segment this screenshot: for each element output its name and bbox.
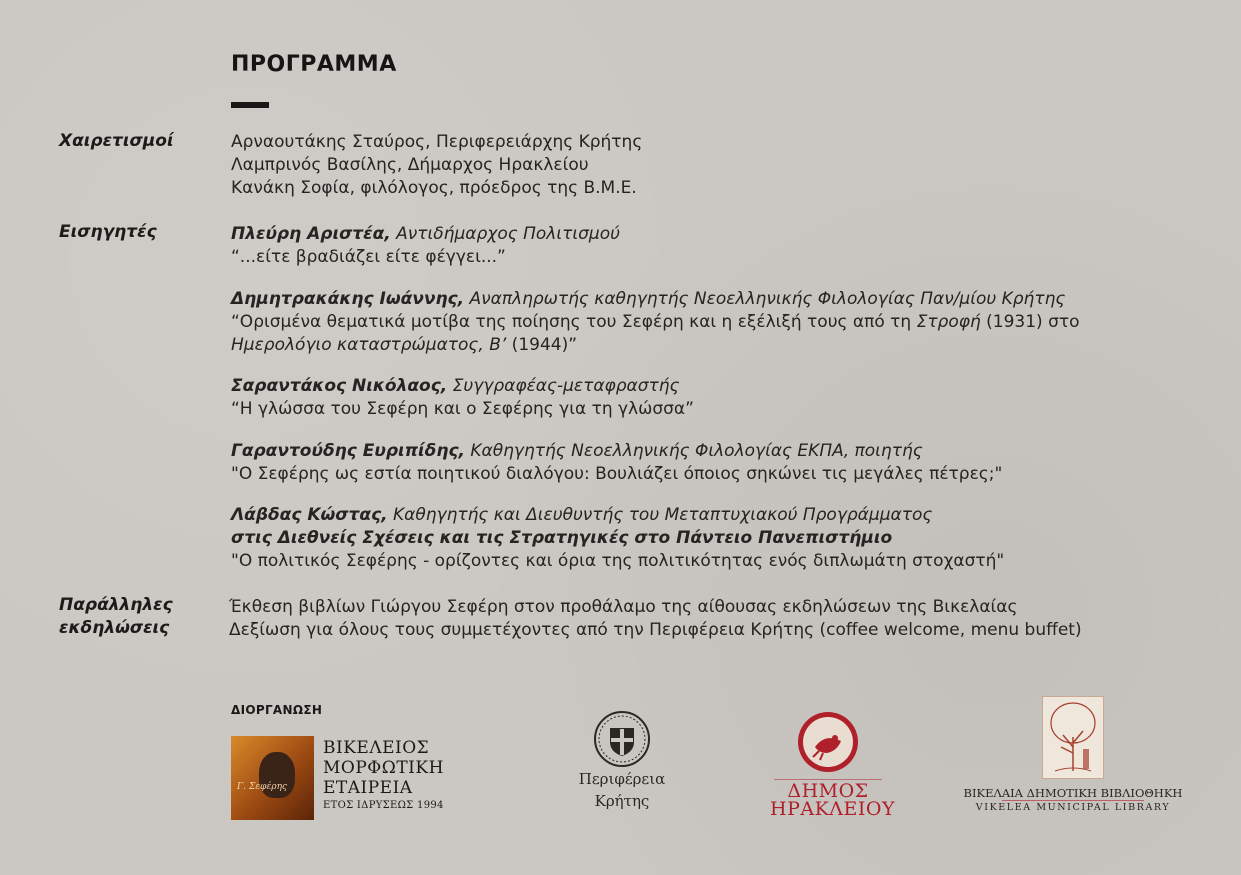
organizers-label: ΔΙΟΡΓΑΝΩΣΗ (231, 703, 323, 717)
speaker-role: Αντιδήμαρχος Πολιτισμού (396, 224, 620, 244)
greetings-list (231, 131, 1191, 200)
library-name: ΒΙΚΕΛΑΙΑ ΔΗΜΟΤΙΚΗ ΒΙΒΛΙΟΘΗΚΗ (963, 786, 1183, 800)
vme-name-line: ΕΤΑΙΡΕΙΑ (323, 778, 413, 798)
heraklion-seal-icon (797, 711, 859, 773)
vme-name-line: ΒΙΚΕΛΕΙΟΣ (323, 738, 430, 758)
speaker-name: Σαραντάκος Νικόλαος, (231, 376, 448, 396)
speaker-name: Δημητρακάκης Ιωάννης, (231, 289, 465, 309)
speakers-label: Εισηγητές (59, 222, 157, 242)
parallel-events-label: Παράλληλες εκδηλώσεις (59, 595, 173, 638)
speaker-role: Συγγραφέας-μεταφραστής (452, 376, 680, 396)
greeting-line: Αρναουτάκης Σταύρος, Περιφερειάρχης Κρήτης (231, 132, 643, 152)
speaker-name: Γαραντούδης Ευριπίδης, (231, 441, 465, 461)
region-name: Περιφέρεια (578, 770, 666, 788)
talk-title: “Ορισμένα θεματικά μοτίβα της ποίησης του Σεφέρη και η εξέλιξή τους από τη Στροφή (1931) στο (231, 312, 1080, 332)
greek-emblem-icon (593, 710, 651, 768)
heraklion-municipality-logo (770, 708, 895, 820)
municipality-name: ΗΡΑΚΛΕΙΟΥ (770, 798, 895, 820)
speaker-name: Λάβδας Κώστας, (231, 505, 388, 525)
speaker-entry (231, 223, 1191, 269)
parallel-event-line: Έκθεση βιβλίων Γιώργου Σεφέρη στον προθάλαμο της αίθουσας εκδηλώσεων της Βικελαίας (229, 597, 1018, 617)
parallel-event-line: Δεξίωση για όλους τους συμμετέχοντες από την Περιφέρεια Κρήτης (coffee welcome, menu buffet) (229, 620, 1082, 640)
vme-founded: ΕΤΟΣ ΙΔΡΥΣΕΩΣ 1994 (323, 800, 444, 811)
speaker-entry (231, 288, 1191, 357)
title-underline (231, 102, 269, 108)
speaker-role: Καθηγητής και Διευθυντής του Μεταπτυχιακού Προγράμματος (393, 505, 933, 525)
library-name-en: VIKELEA MUNICIPAL LIBRARY (975, 802, 1171, 813)
parallel-events-list (229, 596, 1189, 642)
region-crete-logo (572, 710, 672, 820)
library-rule (1002, 800, 1144, 801)
talk-title: “Η γλώσσα του Σεφέρη και ο Σεφέρης για τη γλώσσα” (231, 399, 694, 419)
page-title: ΠΡΟΓΡΑΜΜΑ (231, 52, 397, 77)
speaker-entry (231, 375, 1191, 421)
speaker-entry (231, 504, 1191, 573)
tree-engraving-icon (1042, 696, 1104, 779)
speaker-name: Πλεύρη Αριστέα, (231, 224, 391, 244)
greeting-line: Λαμπρινός Βασίλης, Δήμαρχος Ηρακλείου (231, 155, 589, 175)
talk-title: “...είτε βραδιάζει είτε φέγγει...” (231, 247, 506, 267)
greetings-label: Χαιρετισμοί (59, 131, 174, 151)
vme-logo (231, 736, 471, 822)
seferis-portrait-icon: Γ. Σεφέρης (231, 736, 314, 820)
talk-title-cont: Ημερολόγιο καταστρώματος, Β’ (1944)” (231, 335, 578, 355)
speaker-role-cont: στις Διεθνείς Σχέσεις και τις Στρατηγικές στο Πάντειο Πανεπιστήμιο (231, 528, 893, 548)
speaker-role: Αναπληρωτής καθηγητής Νεοελληνικής Φιλολογίας Παν/μίου Κρήτης (469, 289, 1066, 309)
speaker-role: Καθηγητής Νεοελληνικής Φιλολογίας ΕΚΠΑ, ποιητής (470, 441, 923, 461)
municipality-name: ΔΗΜΟΣ (787, 780, 869, 802)
vikelaia-library-logo (962, 696, 1184, 816)
region-name: Κρήτης (594, 792, 650, 810)
speaker-entry (231, 440, 1191, 486)
greeting-line: Κανάκη Σοφία, φιλόλογος, πρόεδρος της Β.Μ.Ε. (231, 178, 637, 198)
talk-title: "Ο Σεφέρης ως εστία ποιητικού διαλόγου: Βουλιάζει όποιος σηκώνει τις μεγάλες πέτρες;" (231, 464, 1003, 484)
vme-name-line: ΜΟΡΦΩΤΙΚΗ (323, 758, 444, 778)
talk-title: "Ο πολιτικός Σεφέρης - ορίζοντες και όρια της πολιτικότητας ενός διπλωμάτη στοχαστή" (231, 551, 1005, 571)
